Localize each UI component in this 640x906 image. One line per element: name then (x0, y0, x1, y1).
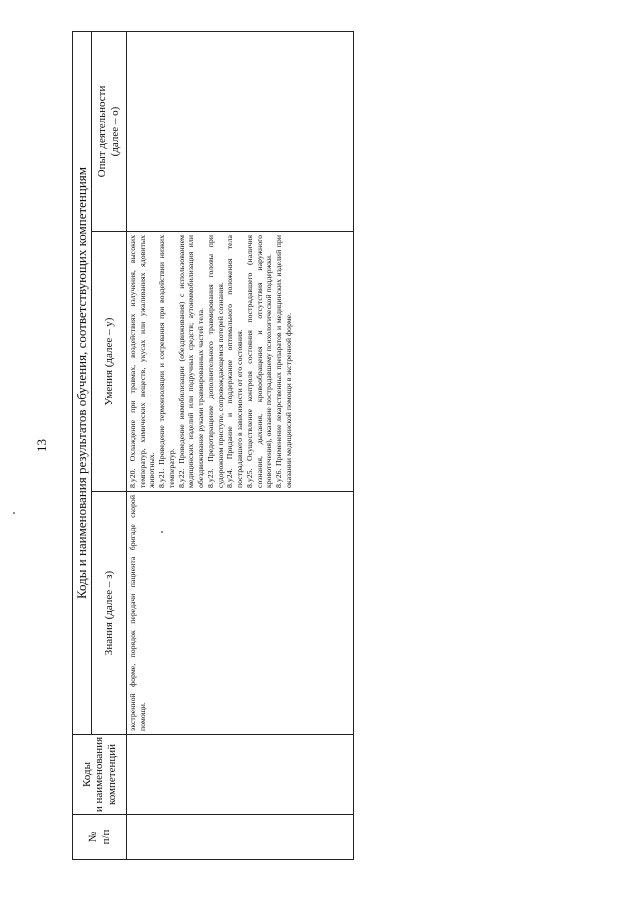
cell-num (127, 815, 354, 860)
rotated-table-container (72, 32, 354, 860)
cell-skills (127, 232, 354, 492)
cell-knowledge: экстренной форме, порядок передачи пациента бригаде скорой помощи. (127, 492, 354, 735)
skill-item: 8.у23. Предотвращение дополнительного травмирования головы при судорожном приступе, сопровождающемся потерей сознания. (205, 235, 225, 488)
header-experience: Опыт деятельности (далее – о) (92, 32, 127, 232)
header-skills: Умения (далее – у) (92, 232, 127, 492)
cell-experience (127, 32, 354, 232)
page-number: 13 (34, 439, 49, 452)
cell-codes (127, 735, 354, 815)
skill-item: 8.у22. Проведение иммобилизации (обездвиживания) с использованием медицинских изделий или подручных средств; аутоиммобилизация или обездвиживание руками травмированных частей тела. (176, 235, 206, 488)
competency-table (72, 31, 354, 860)
header-knowledge: Знания (далее – з) (92, 492, 127, 735)
header-results-group: Коды и наименования результатов обучения, соответствующих компетенциям (73, 32, 92, 735)
skill-item: 8.у24. Придание и поддержание оптимального положения тела пострадавшего в зависимости от его состояния. (225, 235, 245, 488)
header-codes: Коды и наименования компетенций (73, 735, 127, 815)
header-num: № п/п (73, 815, 127, 860)
skill-item: 8.у25. Осуществление контроля состояния пострадавшего (наличия сознания, дыхания, кровообращения и отсутствия наружного кровотечения), оказание пострадавшему психологической поддержки. (244, 235, 274, 488)
table-row (127, 32, 354, 860)
table-header-row (73, 32, 92, 860)
skill-item: 8.у21. Проведение термоизоляции и согревания при воздействии низких температур. (157, 235, 176, 488)
scan-speck (13, 512, 15, 514)
skill-item: 8.у20. Охлаждение при травмах, воздействиях излучения, высоких температур, химических веществ, укусах или ужаливаниях ядовитых животных. (128, 235, 157, 488)
skill-item: 8.у26. Применение лекарственных препаратов и медицинских изделий при оказании медицинской помощи в экстренной форме. (274, 235, 293, 488)
